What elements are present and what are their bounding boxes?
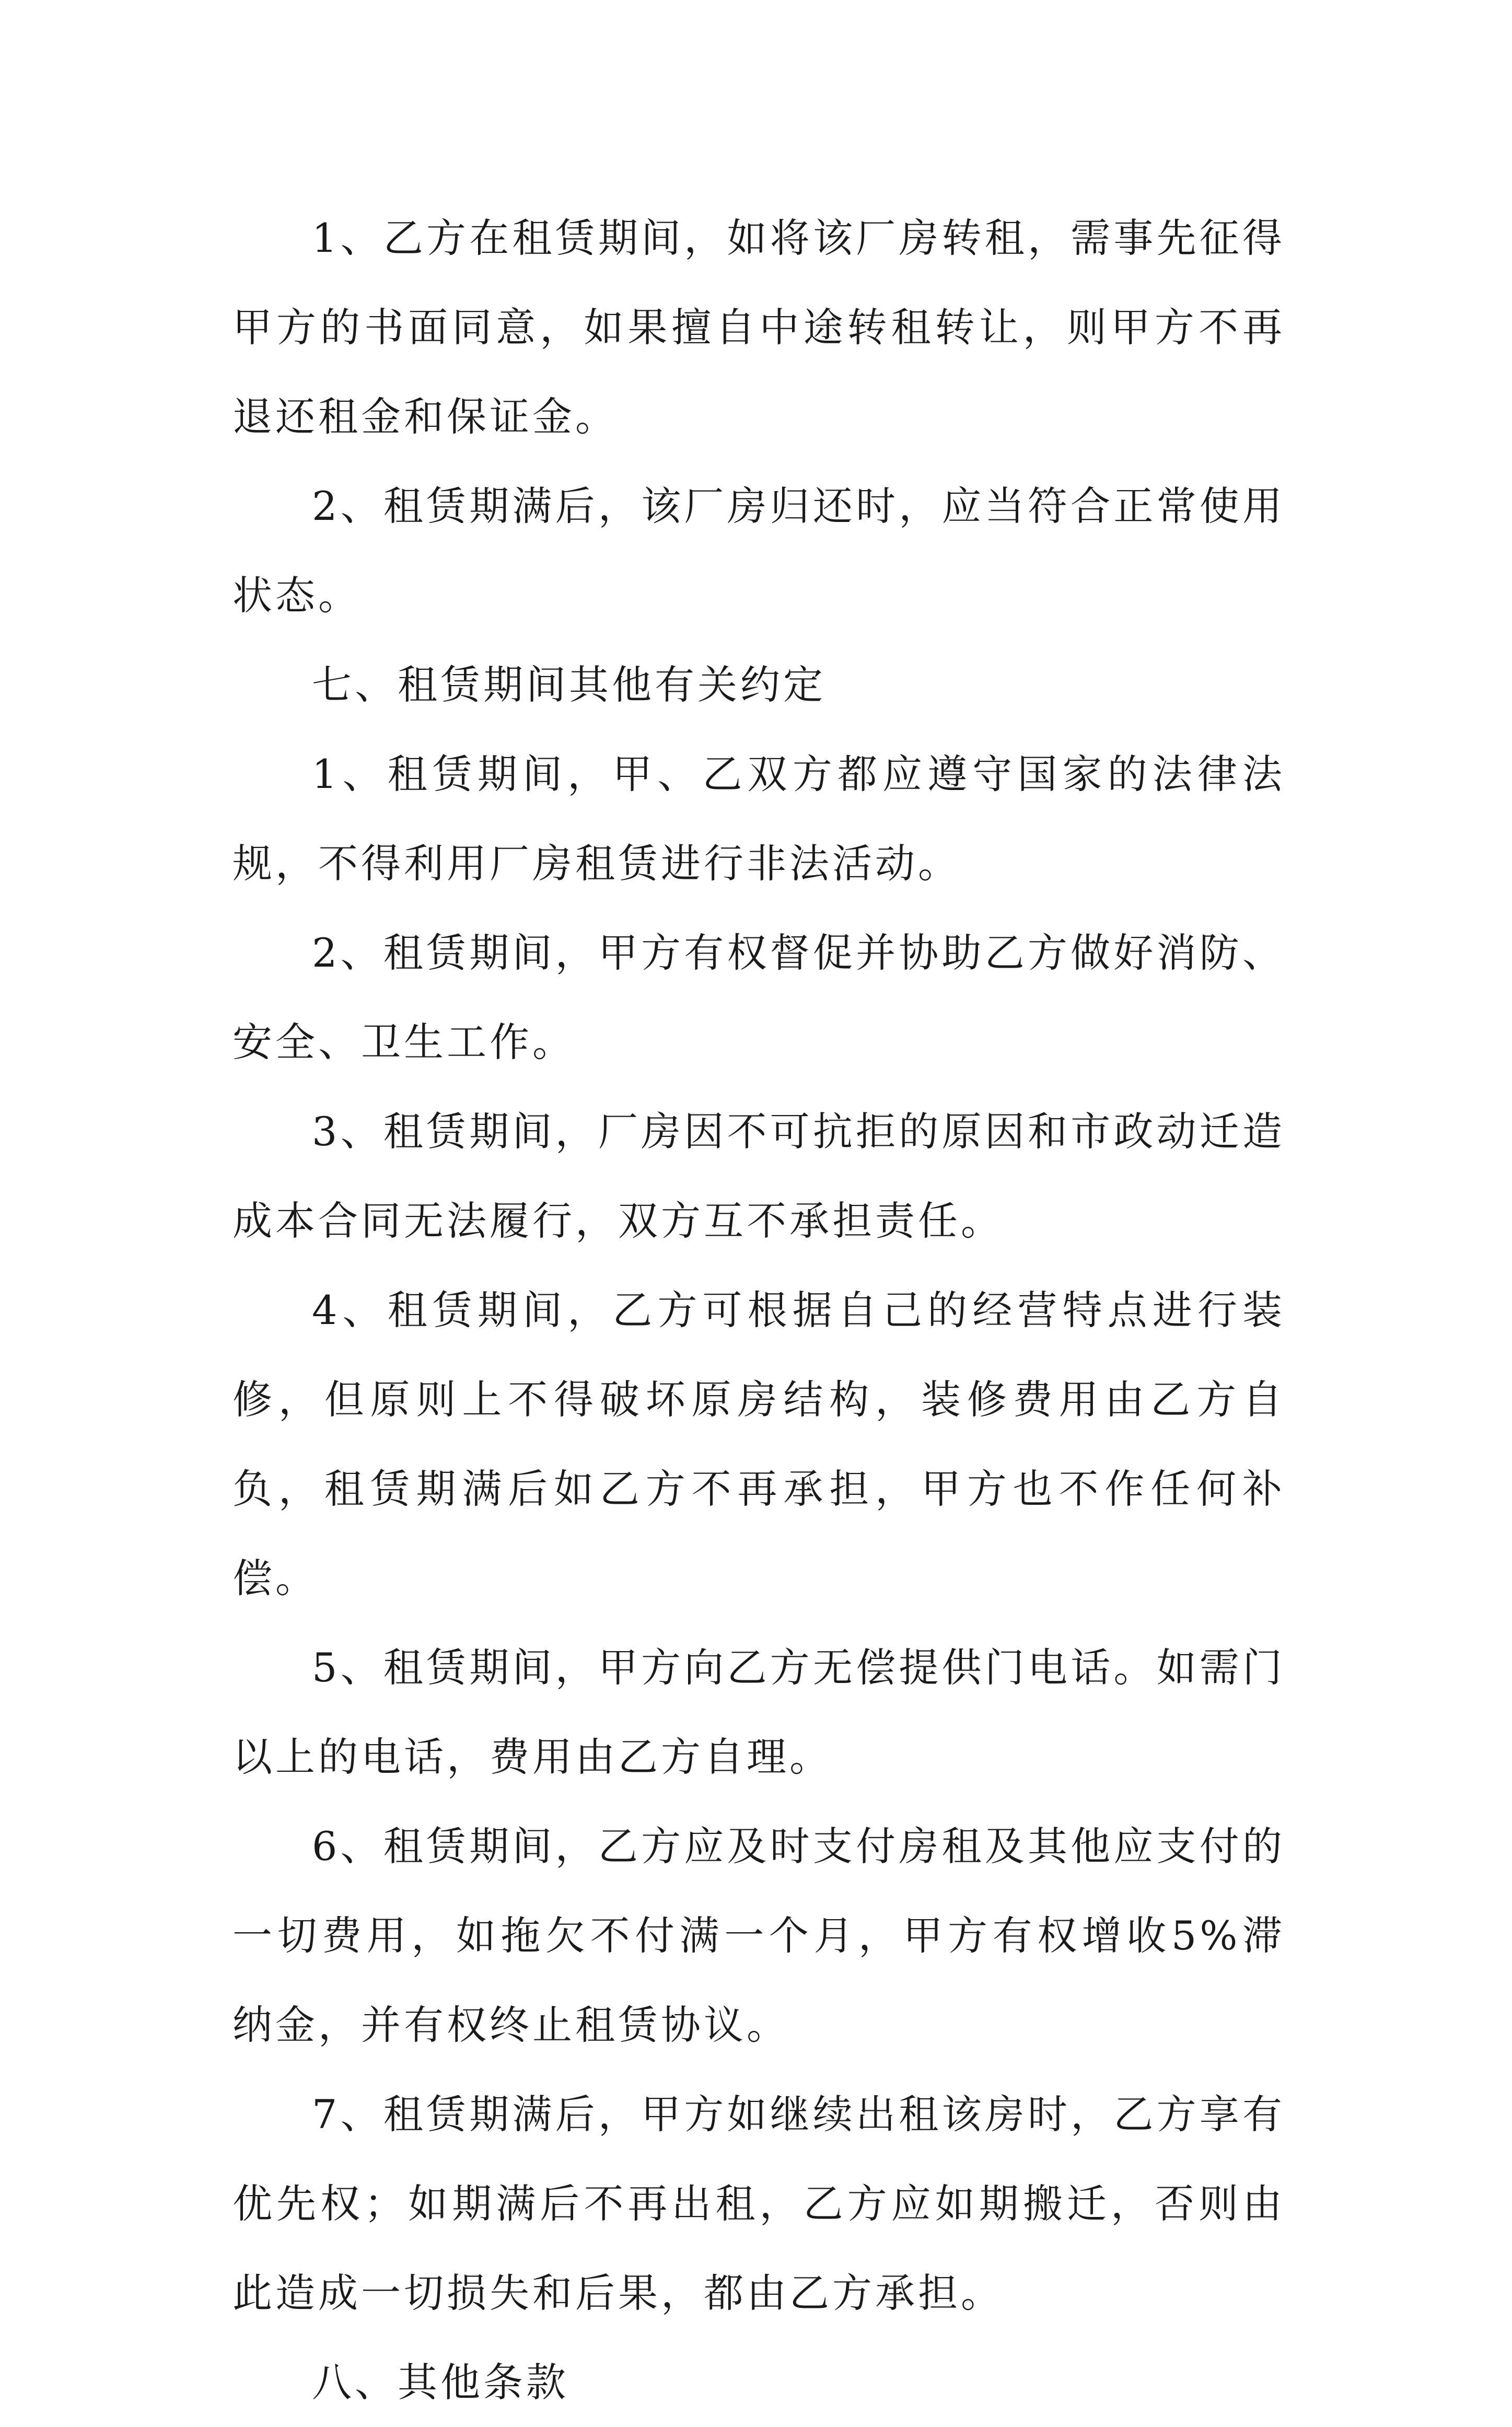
clause-7-4-paragraph: 4、租赁期间，乙方可根据自己的经营特点进行装修，但原则上不得破坏原房结构，装修费用由乙方自负，租赁期满后如乙方不再承担，甲方也不作任何补偿。	[232, 1287, 1285, 1601]
section-7-heading: 七、租赁期间其他有关约定	[312, 661, 826, 708]
clause-7-3-paragraph: 3、租赁期间，厂房因不可抗拒的原因和市政动迁造成本合同无法履行，双方互不承担责任。	[232, 1108, 1285, 1244]
clause-7-2-paragraph: 2、租赁期间，甲方有权督促并协助乙方做好消防、安全、卫生工作。	[232, 930, 1285, 1065]
clause-6-1-paragraph: 1、乙方在租赁期间，如将该厂房转租，需事先征得甲方的书面同意，如果擅自中途转租转让，则甲方不再退还租金和保证金。	[232, 215, 1285, 440]
clause-7-1-paragraph: 1、租赁期间，甲、乙双方都应遵守国家的法律法规，不得利用厂房租赁进行非法活动。	[232, 751, 1285, 887]
clause-7-6-paragraph: 6、租赁期间，乙方应及时支付房租及其他应支付的一切费用，如拖欠不付满一个月，甲方有权增收5%滞纳金，并有权终止租赁协议。	[232, 1823, 1285, 2048]
document-body	[232, 193, 1285, 2427]
section-8-heading: 八、其他条款	[312, 2359, 569, 2406]
clause-6-2-paragraph: 2、租赁期满后，该厂房归还时，应当符合正常使用状态。	[232, 483, 1285, 619]
clause-7-7-paragraph: 7、租赁期满后，甲方如继续出租该房时，乙方享有优先权；如期满后不再出租，乙方应如期搬迁，否则由此造成一切损失和后果，都由乙方承担。	[232, 2091, 1285, 2316]
clause-7-5-paragraph: 5、租赁期间，甲方向乙方无偿提供门电话。如需门以上的电话，费用由乙方自理。	[232, 1644, 1285, 1780]
